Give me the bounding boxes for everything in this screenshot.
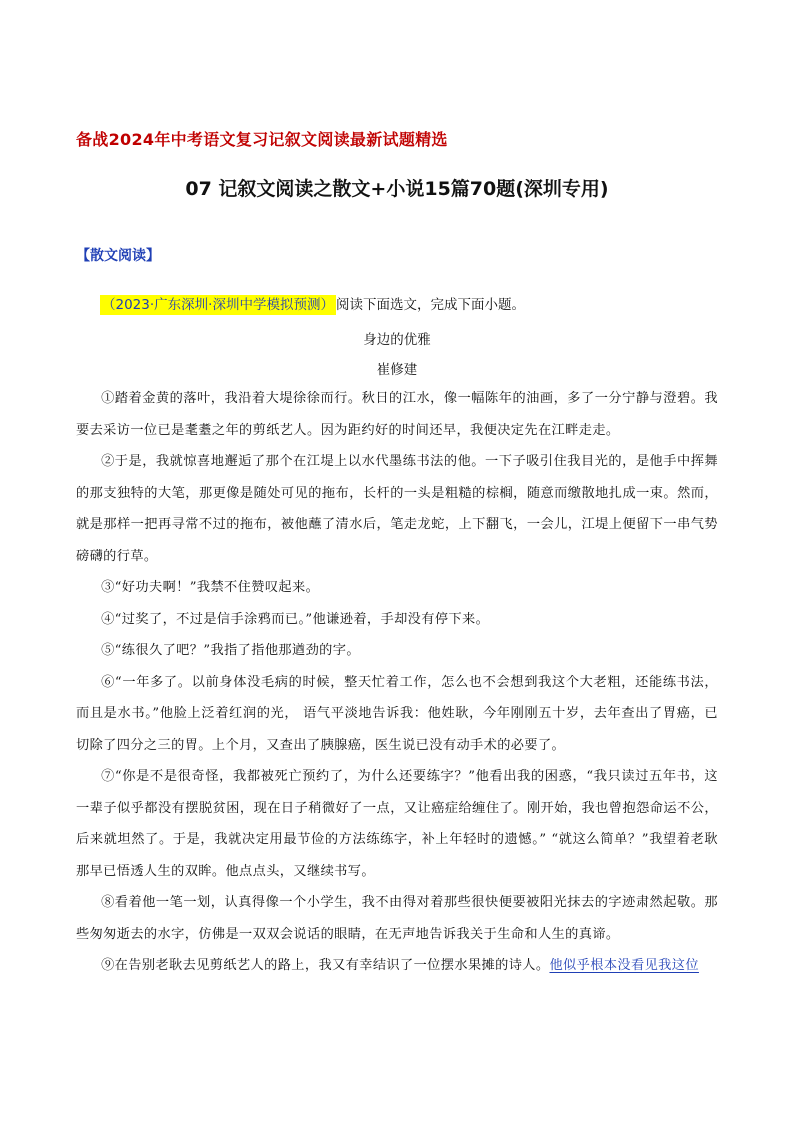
main-title: 07 记叙文阅读之散文+小说15篇70题(深圳专用) — [185, 178, 609, 200]
underlined-sentence: 他似乎根本没看见我这位 — [549, 958, 699, 973]
paragraph-7: ⑦“你是不是很奇怪，我都被死亡预约了，为什么还要练字？”他看出我的困惑，“我只读过五年书，这一辈子似乎都没有摆脱贫困，现在日子稍微好了一点，又让癌症给缠住了。刚开始，我也曾抱怨命运不公，后来就坦然了。于是，我就决定用最节俭的方法练练字，补上年轻时的遗憾。” “就这么简单？”我望着老耿那早已悟透人生的双眸。他点点头，又继续书写。 — [76, 769, 718, 879]
paragraph-4: ④“过奖了，不过是信手涂鸦而已。”他谦逊着，手却没有停下来。 — [101, 611, 490, 627]
question-instruction: 阅读下面选文，完成下面小题。 — [335, 297, 525, 313]
paragraph-1: ①踏着金黄的落叶，我沿着大堤徐徐而行。秋日的江水，像一幅陈年的油画，多了一分宁静与澄碧。我要去采访一位已是耄耋之年的剪纸艺人。因为距约好的时间还早，我便决定先在江畔走走。 — [76, 391, 718, 438]
essay-author: 崔修建 — [376, 362, 418, 378]
paragraph-5: ⑤“练很久了吧？”我指了指他那遒劲的字。 — [101, 643, 360, 658]
question-intro — [100, 293, 525, 313]
paragraph-9 — [76, 950, 718, 982]
paragraph-2: ②于是，我就惊喜地邂逅了那个在江堤上以水代墨练书法的他。一下子吸引住我目光的，是他手中挥舞的那支独特的大笔，那更像是随处可见的拖布，长杆的一头是粗糙的棕榈，随意而缴散地扎成一束。然而，就是那样一把再寻常不过的拖布，被他蘸了清水后，笔走龙蛇，上下翻飞，一会儿，江堤上便留下一串气势磅礴的行草。 — [76, 454, 718, 564]
paragraph-6: ⑥“一年多了。以前身体没毛病的时候，整天忙着工作，怎么也不会想到我这个大老粗，还能练书法，而且是水书。”他脸上泛着红润的光， 语气平淡地告诉我：他姓耿，今年刚刚五十岁，去年查出了胃癌，已切除了四分之三的胃。上个月，又查出了胰腺癌，医生说已没有动手术的必要了。 — [76, 674, 718, 753]
series-title: 备战2024年中考语文复习记叙文阅读最新试题精选 — [76, 130, 448, 149]
paragraph-3: ③“好功夫啊！”我禁不住赞叹起来。 — [101, 580, 320, 595]
essay-body — [76, 383, 718, 982]
section-label: 【散文阅读】 — [76, 248, 160, 264]
paragraph-9-text: ⑨在告别老耿去见剪纸艺人的路上，我又有幸结识了一位摆水果摊的诗人。 — [101, 958, 550, 973]
paragraph-8: ⑧看着他一笔一划，认真得像一个小学生，我不由得对着那些很快便要被阳光抹去的字迹肃然起敬。那些匆匆逝去的水字，仿佛是一双双会说话的眼睛，在无声地告诉我关于生命和人生的真谛。 — [76, 895, 718, 942]
essay-title: 身边的优雅 — [363, 332, 431, 348]
source-tag: （2023·广东深圳·深圳中学模拟预测） — [102, 297, 334, 313]
